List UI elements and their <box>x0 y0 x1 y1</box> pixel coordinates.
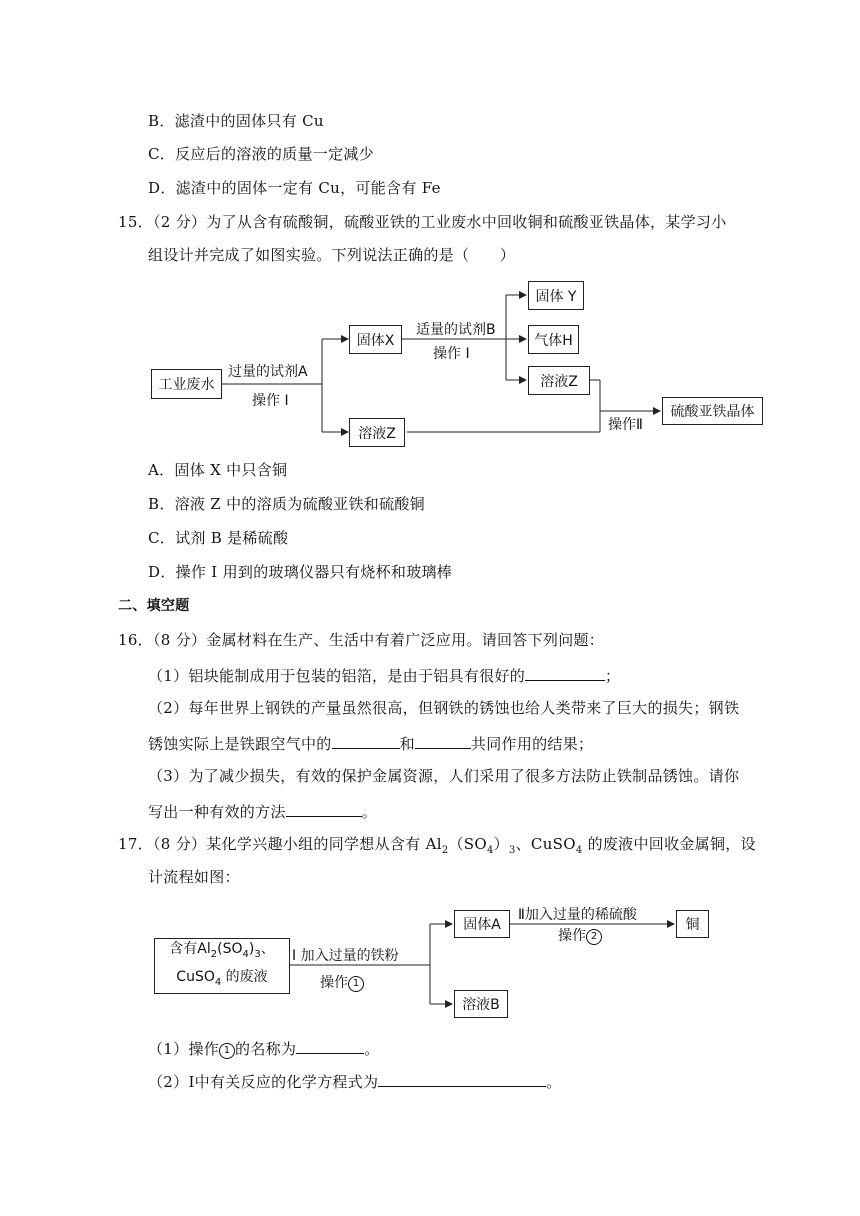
box-solid-y: 固体 Y <box>528 281 584 310</box>
label-operation-1: 操作 I <box>252 393 289 409</box>
label-operation-2: 操作Ⅱ <box>608 417 643 433</box>
q17-stem-line1: 17．（8 分）某化学兴趣小组的同学想从含有 $Al_2(SO_4)_3$、CuSO$_4$ 的废液中回收金属铜，设 <box>118 835 756 856</box>
answer-blank[interactable] <box>296 1037 364 1054</box>
q16-part3-line1: （3）为了减少损失，有效的保护金属资源，人们采用了很多方法防止铁制品锈蚀。请你 <box>148 767 740 785</box>
q14-option-b: B．滤渣中的固体只有 Cu <box>148 112 324 130</box>
box-ferrous-sulfate-crystal: 硫酸亚铁晶体 <box>662 397 763 425</box>
q17-part1: （1）操作 1 的名称为 。 <box>148 1037 380 1059</box>
q14-option-c: C．反应后的溶液的质量一定减少 <box>148 145 374 163</box>
q15-option-b: B．溶液 Z 中的溶质为硫酸亚铁和硫酸铜 <box>148 495 425 513</box>
box-industrial-wastewater: 工业废水 <box>151 369 222 399</box>
label-reagent-a: 过量的试剂A <box>228 364 308 380</box>
q15-stem-line2: 组设计并完成了如图实验。下列说法正确的是（ ） <box>148 246 516 264</box>
q17-part2: （2）Ⅰ中有关反应的化学方程式为 。 <box>148 1070 562 1092</box>
q16-part1: （1）铝块能制成用于包装的铝箔，是由于铝具有很好的 ； <box>148 664 620 686</box>
label-step-2: Ⅱ加入过量的稀硫酸 <box>518 907 637 923</box>
q15-option-a: A．固体 X 中只含铜 <box>148 461 288 479</box>
box-solution-b: 溶液B <box>454 990 508 1018</box>
box-copper: 铜 <box>676 910 709 938</box>
box-solution-z-upper: 溶液Z <box>528 366 590 395</box>
label-operation-circled-1: 操作 1 <box>320 972 364 992</box>
q16-part3-line2: 写出一种有效的方法 。 <box>148 800 377 822</box>
box-gas-h: 气体H <box>528 325 579 354</box>
q14-option-d: D．滤渣中的固体一定有 Cu，可能含有 Fe <box>148 179 441 197</box>
q17-stem-line2: 计流程如图： <box>148 868 240 886</box>
q16-part2-line2: 锈蚀实际上是铁跟空气中的 和 共同作用的结果； <box>148 732 593 754</box>
label-step-1: I 加入过量的铁粉 <box>292 948 399 964</box>
section-title-fill-in: 二、填空题 <box>118 598 190 614</box>
q16-part2-line1: （2）每年世界上钢铁的产量虽然很高，但钢铁的锈蚀也给人类带来了巨大的损失；钢铁 <box>148 699 740 717</box>
box-waste-liquid: 含有$Al_2(SO_4)_3$、 CuSO$_4$ 的废液 <box>154 938 290 994</box>
q16-stem: 16．（8 分）金属材料在生产、生活中有着广泛应用。请回答下列问题： <box>118 631 605 649</box>
label-operation-circled-2: 操作 2 <box>558 925 602 945</box>
box-solid-a: 固体A <box>454 910 510 938</box>
q15-option-d: D．操作 I 用到的玻璃仪器只有烧杯和玻璃棒 <box>148 563 453 581</box>
box-solid-x: 固体X <box>349 325 402 354</box>
q15-option-c: C．试剂 B 是稀硫酸 <box>148 529 289 547</box>
label-operation-1b: 操作 I <box>433 346 470 362</box>
q15-stem-line1: 15．（2 分）为了从含有硫酸铜，硫酸亚铁的工业废水中回收铜和硫酸亚铁晶体，某学习小 <box>118 213 727 231</box>
label-reagent-b: 适量的试剂B <box>416 322 496 338</box>
answer-blank[interactable] <box>378 1070 546 1087</box>
box-solution-z-lower: 溶液Z <box>349 418 405 447</box>
